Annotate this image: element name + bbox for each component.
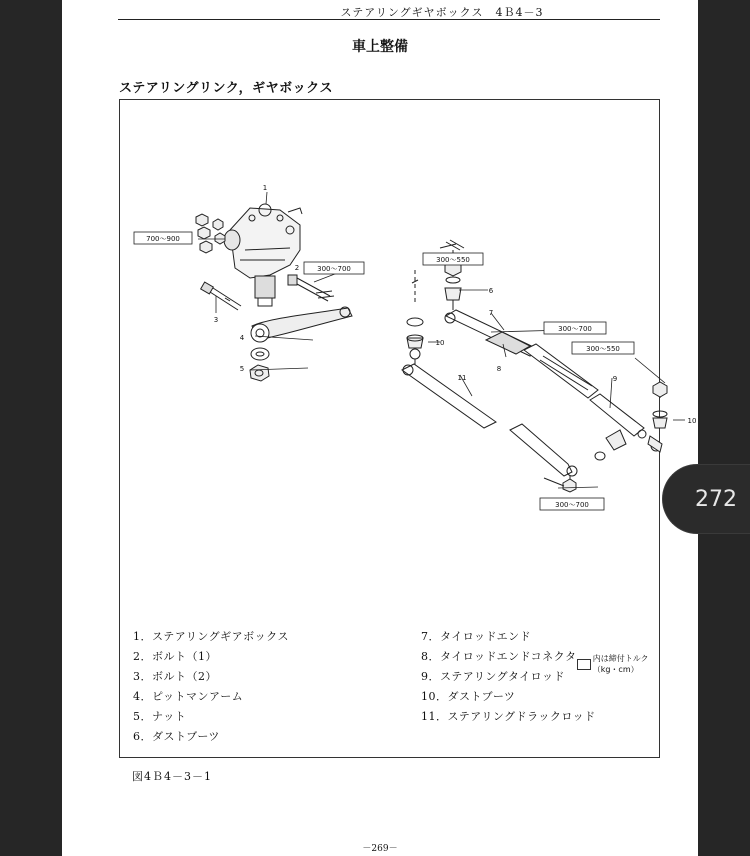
page-number: －269－: [362, 844, 398, 854]
part-item: 9．ステアリングタイロッド: [421, 670, 565, 683]
drag-rod-drawing: [402, 364, 577, 492]
torque-label-tierod-upper: [423, 253, 483, 265]
part-item: 4．ピットマンアーム: [133, 690, 244, 703]
svg-text:300～550: 300～550: [436, 256, 470, 264]
svg-text:300～700: 300～700: [555, 501, 589, 509]
callout-9: 9: [612, 375, 618, 383]
running-header: ステアリングギヤボックス 4Ｂ4－3: [340, 6, 544, 19]
part-item: 11．ステアリングドラックロッド: [421, 710, 596, 723]
callout-8: 8: [496, 365, 502, 373]
callout-3: 3: [213, 316, 219, 324]
bolt-1-drawing: [288, 275, 334, 301]
svg-text:300～550: 300～550: [586, 345, 620, 353]
part-item: 5．ナット: [133, 710, 187, 723]
torque-legend: [577, 653, 659, 675]
nut-5-drawing: [250, 348, 269, 381]
part-item: 2．ボルト（1）: [133, 650, 217, 663]
document-page: [62, 0, 698, 856]
callout-10-right: 10: [687, 417, 697, 425]
legend-text: 内は締付トルク（kg・cm）: [592, 654, 649, 674]
torque-label-drag-rod: [540, 498, 604, 510]
viewer-right-margin: [698, 0, 750, 856]
svg-text:300～700: 300～700: [317, 265, 351, 273]
part-item: 8．タイロッドエンドコネクタ: [421, 650, 577, 663]
section-title: ステアリングリンク，ギヤボックス: [119, 81, 334, 96]
header-rule: [118, 19, 660, 20]
callout-10-left: 10: [435, 339, 445, 347]
torque-label-700-900: [134, 232, 192, 244]
callout-6: 6: [488, 287, 494, 295]
part-item: 3．ボルト（2）: [133, 670, 217, 683]
figure-caption: 図4Ｂ4－3－1: [132, 770, 212, 783]
callout-7: 7: [488, 309, 494, 317]
part-item: 7．タイロッドエンド: [421, 630, 532, 643]
part-item: 10．ダストブーツ: [421, 690, 516, 703]
torque-label-tierod-right: [572, 342, 634, 354]
bolt-2-drawing: [201, 282, 241, 310]
part-item: 6．ダストブーツ: [133, 730, 220, 743]
svg-text:300～700: 300～700: [558, 325, 592, 333]
legend-box-icon: [577, 659, 591, 670]
gear-box-drawing: [224, 204, 302, 306]
left-tierod-end-drawing: [407, 270, 423, 368]
viewer-left-margin: [0, 0, 62, 856]
svg-text:700～900: 700～900: [146, 235, 180, 243]
torque-label-bolt-1: [304, 262, 364, 274]
mounting-nuts: [196, 214, 225, 253]
page-title: 車上整備: [352, 39, 408, 55]
torque-label-tierod-middle: [544, 322, 606, 334]
callout-2: 2: [294, 264, 300, 272]
callout-5: 5: [239, 365, 245, 373]
callout-11: 11: [457, 374, 467, 382]
part-item: 1．ステアリングギアボックス: [133, 630, 290, 643]
callout-1: 1: [262, 184, 268, 192]
page-indicator-badge[interactable]: 272: [662, 464, 750, 534]
callout-4: 4: [239, 334, 245, 342]
